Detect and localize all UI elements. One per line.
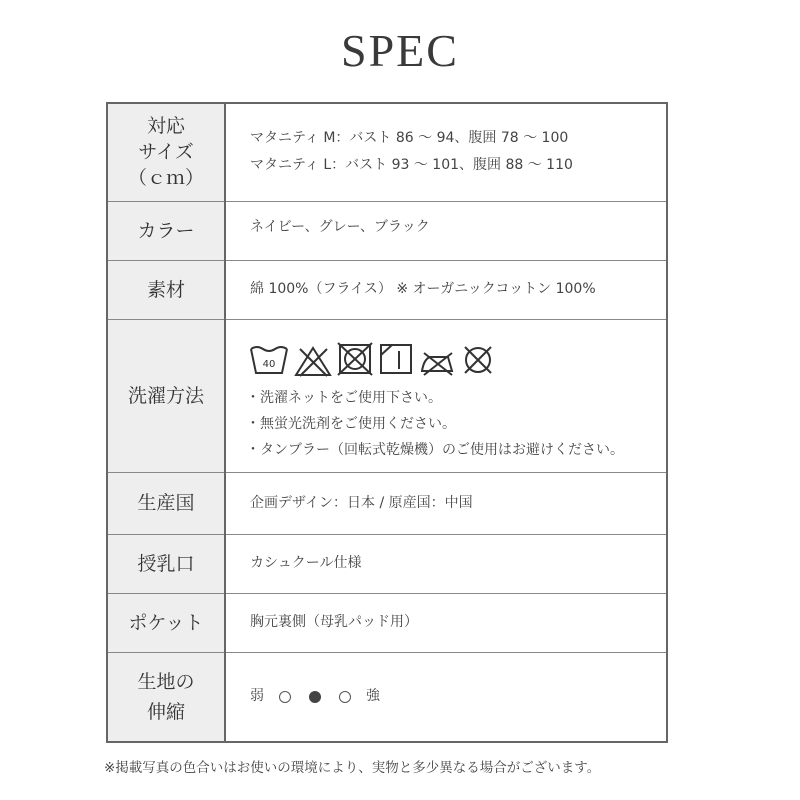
stretch-scale (250, 683, 666, 710)
color-value: ネイビー、グレー、ブラック (225, 201, 667, 260)
stretch-strong-label: 強 (366, 688, 380, 705)
pocket-label: ポケット (107, 593, 225, 652)
size-value (225, 103, 667, 201)
origin-label: 生産国 (107, 472, 225, 534)
size-m-text: マタニティ M：バスト 86 ～ 94、腹囲 78 ～ 100 (250, 130, 569, 147)
page-title: SPEC (341, 25, 459, 76)
care-icons (248, 337, 666, 377)
stretch-value (225, 652, 667, 742)
washing-note: ・タンブラー（回転式乾燥機）のご使用はお避けください。 (246, 441, 624, 458)
no-iron-icon (418, 347, 456, 377)
color-label: カラー (107, 201, 225, 260)
spec-row-color (107, 201, 667, 260)
size-label-line: 対応 (146, 115, 185, 138)
washing-notes (246, 385, 666, 463)
stretch-level-dot (339, 691, 351, 703)
no-bleach-icon (294, 345, 332, 377)
spec-row-material (107, 260, 667, 319)
nursing-label: 授乳口 (107, 534, 225, 593)
size-l-text: マタニティ L：バスト 93 ～ 101、腹囲 88 ～ 110 (250, 157, 573, 174)
origin-value: 企画デザイン：日本 / 原産国：中国 (225, 472, 667, 534)
stretch-label (107, 652, 225, 742)
nursing-value: カシュクール仕様 (225, 534, 667, 593)
size-label-line: （ｃｍ） (127, 167, 204, 190)
washing-value (225, 319, 667, 472)
footnote: ※掲載写真の色合いはお使いの環境により、実物と多少異なる場合がございます。 (104, 760, 601, 776)
washing-note: ・無蛍光洗剤をご使用ください。 (246, 415, 456, 432)
spec-row-origin (107, 472, 667, 534)
no-dry-clean-icon (460, 343, 496, 377)
stretch-label-line: 生地の (137, 670, 195, 693)
spec-table (106, 102, 668, 743)
stretch-level-dot (279, 691, 291, 703)
stretch-label-line: 伸縮 (146, 700, 185, 723)
washing-label: 洗濯方法 (107, 319, 225, 472)
spec-row-nursing (107, 534, 667, 593)
spec-row-size (107, 103, 667, 201)
no-tumble-dry-icon (336, 341, 374, 377)
size-label-line: サイズ (138, 141, 194, 164)
spec-row-stretch (107, 652, 667, 742)
wash-40-icon (248, 343, 290, 377)
pocket-value: 胸元裏側（母乳パッド用） (225, 593, 667, 652)
size-label (107, 103, 225, 201)
stretch-weak-label: 弱 (250, 688, 264, 705)
spec-row-washing (107, 319, 667, 472)
spec-row-pocket (107, 593, 667, 652)
material-label: 素材 (107, 260, 225, 319)
wash-temp-text: 40 (262, 358, 276, 370)
material-value: 綿 100%（フライス） ※ オーガニックコットン 100% (225, 260, 667, 319)
washing-note: ・洗濯ネットをご使用下さい。 (246, 389, 442, 406)
stretch-level-dot (309, 691, 321, 703)
line-dry-shade-icon (378, 341, 414, 377)
